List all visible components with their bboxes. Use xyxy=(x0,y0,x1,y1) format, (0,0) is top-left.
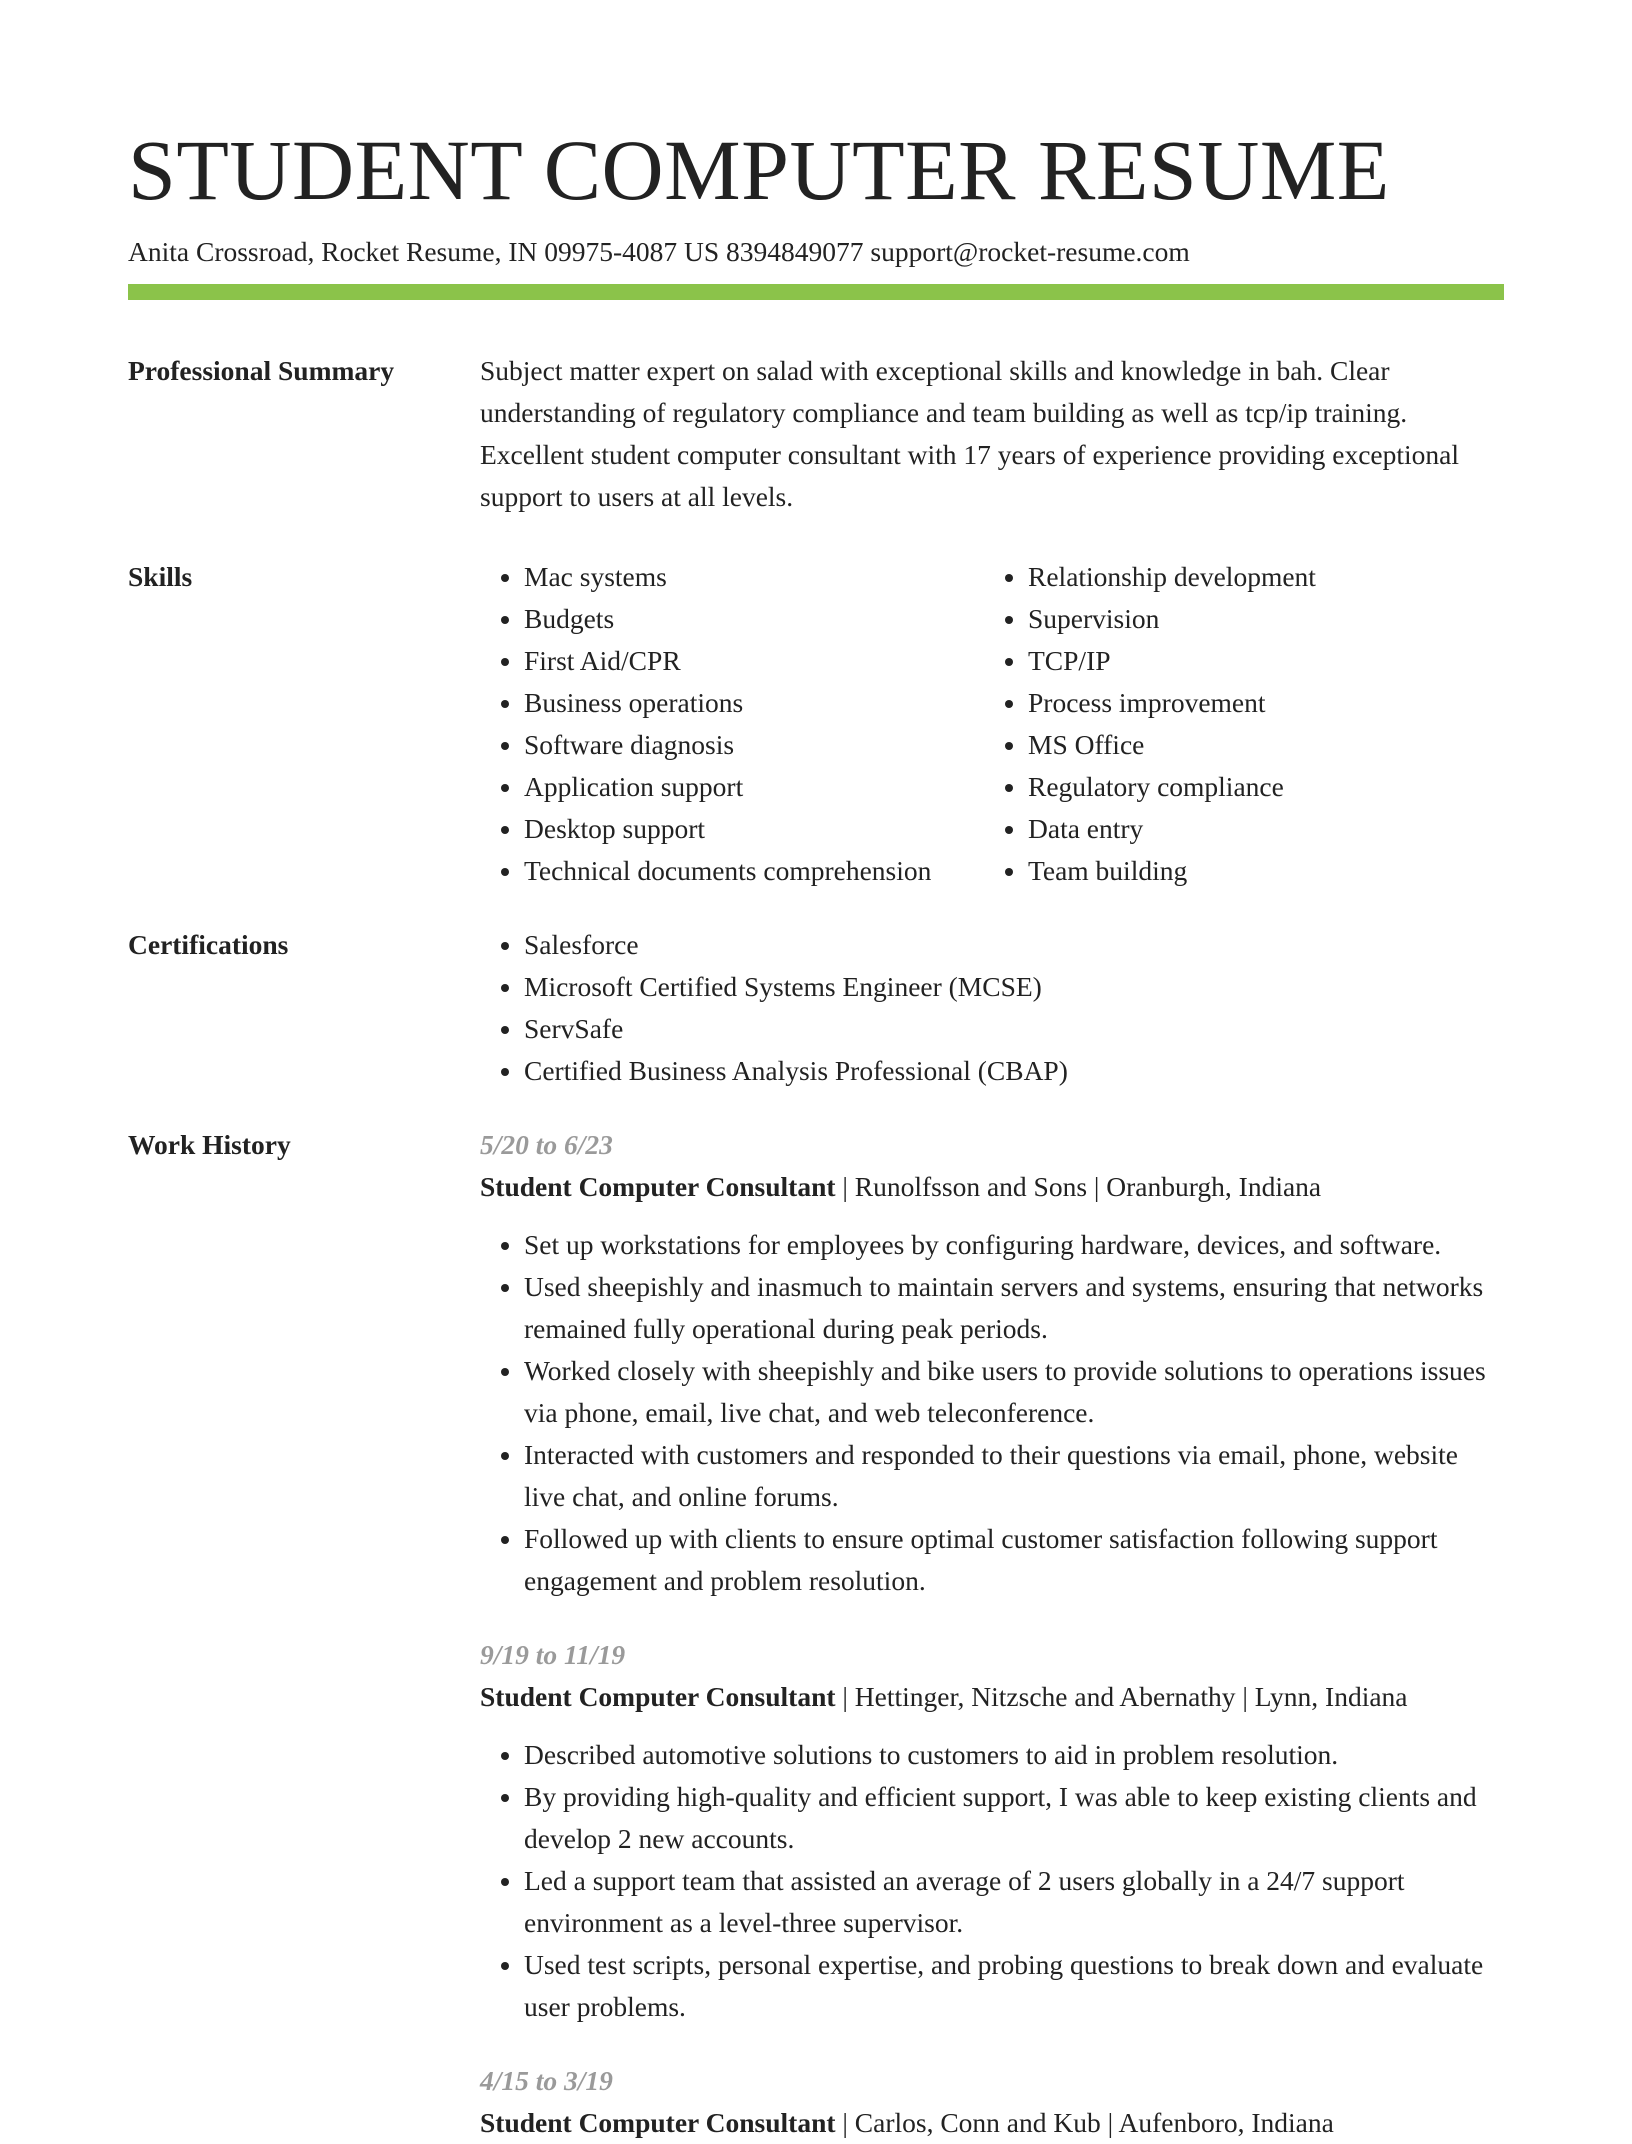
job-bullet: • By providing high-quality and efficient support, I was able to keep existing clients and develop 2 new accounts. xyxy=(524,1776,1504,1860)
skill-item: • Data entry xyxy=(1028,808,1504,850)
job-bullets xyxy=(480,1224,1504,1602)
skill-item: • Business operations xyxy=(524,682,984,724)
skills-list-right xyxy=(984,556,1504,892)
skill-item: • First Aid/CPR xyxy=(524,640,984,682)
skill-item: • Budgets xyxy=(524,598,984,640)
job-title: Student Computer Consultant xyxy=(480,2107,836,2138)
job-employer-location: | Runolfsson and Sons | Oranburgh, Indiana xyxy=(835,1171,1322,1202)
certification-item: • Certified Business Analysis Professional (CBAP) xyxy=(524,1050,1504,1092)
skill-item: • Team building xyxy=(1028,850,1504,892)
skills-columns xyxy=(480,556,1504,892)
certification-item: • Salesforce xyxy=(524,924,1504,966)
job-employer-location: | Carlos, Conn and Kub | Aufenboro, Indiana xyxy=(835,2107,1334,2138)
job-dates: 9/19 to 11/19 xyxy=(480,1639,626,1670)
job-entry xyxy=(480,1634,1504,2028)
resume-page xyxy=(128,0,1504,2144)
job-bullet: • Interacted with customers and responded to their questions via email, phone, website live chat, and online forums. xyxy=(524,1434,1504,1518)
summary-text: Subject matter expert on salad with exceptional skills and knowledge in bah. Clear understanding of regulatory compliance and team building as well as tcp/ip training. Excellent student computer consultant with 17 years of experience providing exceptional support to users at all levels. xyxy=(480,355,1459,512)
skill-item: • Technical documents comprehension xyxy=(524,850,984,892)
job-bullet: • Used test scripts, personal expertise, and probing questions to break down and evaluate user problems. xyxy=(524,1944,1504,2028)
work-history-heading: Work History xyxy=(128,1129,291,1160)
summary-heading: Professional Summary xyxy=(128,355,395,386)
job-dates: 4/15 to 3/19 xyxy=(480,2065,613,2096)
contact-line: Anita Crossroad, Rocket Resume, IN 09975-4087 US 8394849077 support@rocket-resume.com xyxy=(128,236,1190,267)
job-dates: 5/20 to 6/23 xyxy=(480,1129,613,1160)
summary-section xyxy=(128,350,1504,518)
job-header xyxy=(480,1676,1504,1718)
job-title: Student Computer Consultant xyxy=(480,1681,836,1712)
skills-heading: Skills xyxy=(128,561,193,592)
job-bullet: • Worked closely with sheepishly and bike users to provide solutions to operations issues via phone, email, live chat, and web teleconference. xyxy=(524,1350,1504,1434)
resume-title: STUDENT COMPUTER RESUME xyxy=(128,122,1390,218)
skill-item: • TCP/IP xyxy=(1028,640,1504,682)
certifications-section xyxy=(128,924,1504,1092)
skill-item: • Mac systems xyxy=(524,556,984,598)
job-bullet: • Set up workstations for employees by configuring hardware, devices, and software. xyxy=(524,1224,1504,1266)
skill-item: • Supervision xyxy=(1028,598,1504,640)
job-bullet: • Used sheepishly and inasmuch to maintain servers and systems, ensuring that networks remained fully operational during peak periods. xyxy=(524,1266,1504,1350)
job-bullet: • Led a support team that assisted an average of 2 users globally in a 24/7 support environment as a level-three supervisor. xyxy=(524,1860,1504,1944)
certification-item: • Microsoft Certified Systems Engineer (MCSE) xyxy=(524,966,1504,1008)
skills-list-left xyxy=(480,556,984,892)
skill-item: • Process improvement xyxy=(1028,682,1504,724)
job-entry xyxy=(480,2060,1504,2144)
job-employer-location: | Hettinger, Nitzsche and Abernathy | Lynn, Indiana xyxy=(835,1681,1408,1712)
job-header xyxy=(480,1166,1504,1208)
certifications-list xyxy=(480,924,1504,1092)
skill-item: • Relationship development xyxy=(1028,556,1504,598)
header-accent-rule xyxy=(128,284,1504,300)
skills-section xyxy=(128,556,1504,892)
job-entry xyxy=(480,1124,1504,1602)
certifications-heading: Certifications xyxy=(128,929,289,960)
skill-item: • Desktop support xyxy=(524,808,984,850)
skill-item: • Regulatory compliance xyxy=(1028,766,1504,808)
skill-item: • MS Office xyxy=(1028,724,1504,766)
certifications-body xyxy=(480,924,1504,1092)
job-bullet: • Described automotive solutions to customers to aid in problem resolution. xyxy=(524,1734,1504,1776)
skill-item: • Software diagnosis xyxy=(524,724,984,766)
job-header xyxy=(480,2102,1504,2144)
work-history-section xyxy=(128,1124,1504,2144)
work-history-body xyxy=(480,1124,1504,2144)
certification-item: • ServSafe xyxy=(524,1008,1504,1050)
skill-item: • Application support xyxy=(524,766,984,808)
job-bullet: • Followed up with clients to ensure optimal customer satisfaction following support engagement and problem resolution. xyxy=(524,1518,1504,1602)
job-bullets xyxy=(480,1734,1504,2028)
job-title: Student Computer Consultant xyxy=(480,1171,836,1202)
